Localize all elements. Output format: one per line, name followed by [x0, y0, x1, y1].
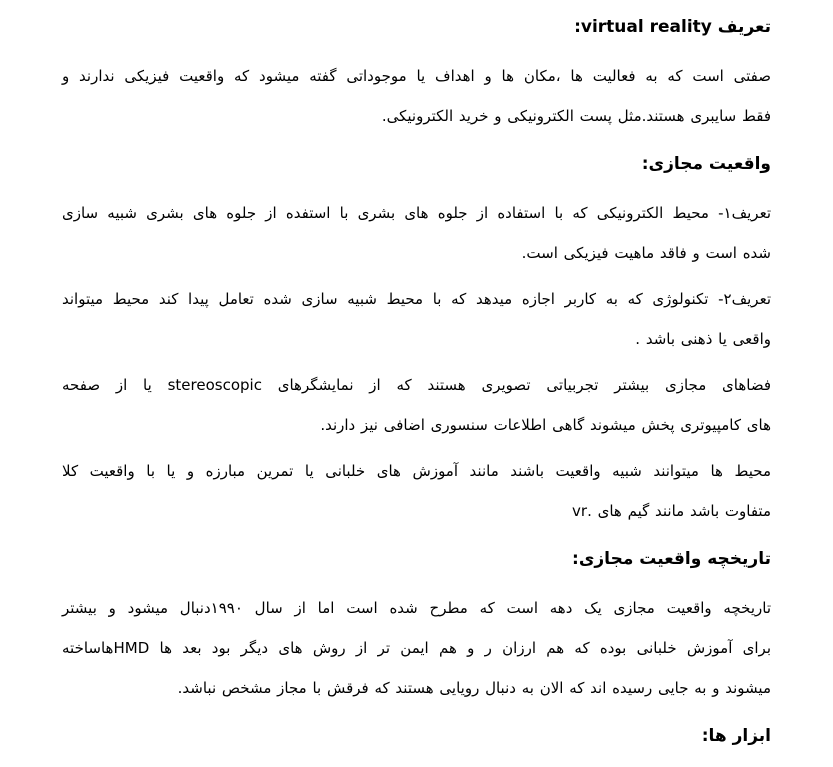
paragraph-definition-2	[62, 279, 771, 359]
text-line: میشوند و به جایی رسیده اند که الان به دنبال رویایی هستند که فرقش با مجاز مشخص نباشد.	[177, 679, 771, 697]
paragraph-vr-history	[62, 588, 771, 708]
text-line: واقعی یا ذهنی باشد .	[635, 330, 771, 348]
text-line: متفاوت باشد مانند گیم های .vr	[572, 502, 771, 520]
text-line: تاریخچه واقعیت مجازی یک دهه است که مطرح شده است اما از سال ۱۹۹۰دنبال میشود و بیشتر	[62, 599, 771, 617]
paragraph-definition-1	[62, 193, 771, 273]
paragraph-vr-definition	[62, 56, 771, 136]
text-line: تعریف۱- محیط الکترونیکی که با استفاده از جلوه های بشری با استفده از جلوه های بشری شبیه سازی	[62, 204, 771, 222]
heading-tools: ابزار ها:	[701, 726, 771, 746]
heading-vr-history: تاریخچه واقعیت مجازی:	[572, 549, 771, 569]
text-line: فقط سایبری هستند.مثل پست الکترونیکی و خرید الکترونیکی.	[381, 107, 771, 125]
paragraph-environments	[62, 451, 771, 531]
text-line: های کامپیوتری پخش میشوند گاهی اطلاعات سنسوری اضافی نیز دارند.	[320, 416, 771, 434]
text-line: صفتی است که به فعالیت ها ،مکان ها و اهداف یا موجوداتی گفته میشود که واقعیت فیزیکی ندارند و	[62, 67, 771, 85]
text-line: شده است و فاقد ماهیت فیزیکی است.	[521, 244, 771, 262]
heading-virtual-reality-definition: تعریف virtual reality:	[574, 17, 771, 37]
text-line: محیط ها میتوانند شبیه واقعیت باشند مانند آموزش های خلبانی یا تمرین مبارزه و یا با واقعیت کلا	[62, 462, 771, 480]
text-line: برای آموزش خلبانی بوده که هم ارزان ر و هم ایمن تر از روش های دیگر بود بعد ها HMDهاساخته	[62, 639, 771, 657]
paragraph-virtual-spaces	[62, 365, 771, 445]
text-line: فضاهای مجازی بیشتر تجربیاتی تصویری هستند که از نمایشگرهای stereoscopic یا از صفحه	[62, 376, 771, 394]
heading-virtual-reality-fa: واقعیت مجازی:	[641, 154, 771, 174]
text-line: تعریف۲- تکنولوژی که به کاربر اجازه میدهد که با محیط شبیه سازی شده تعامل پیدا کند محیط میتواند	[62, 290, 771, 308]
